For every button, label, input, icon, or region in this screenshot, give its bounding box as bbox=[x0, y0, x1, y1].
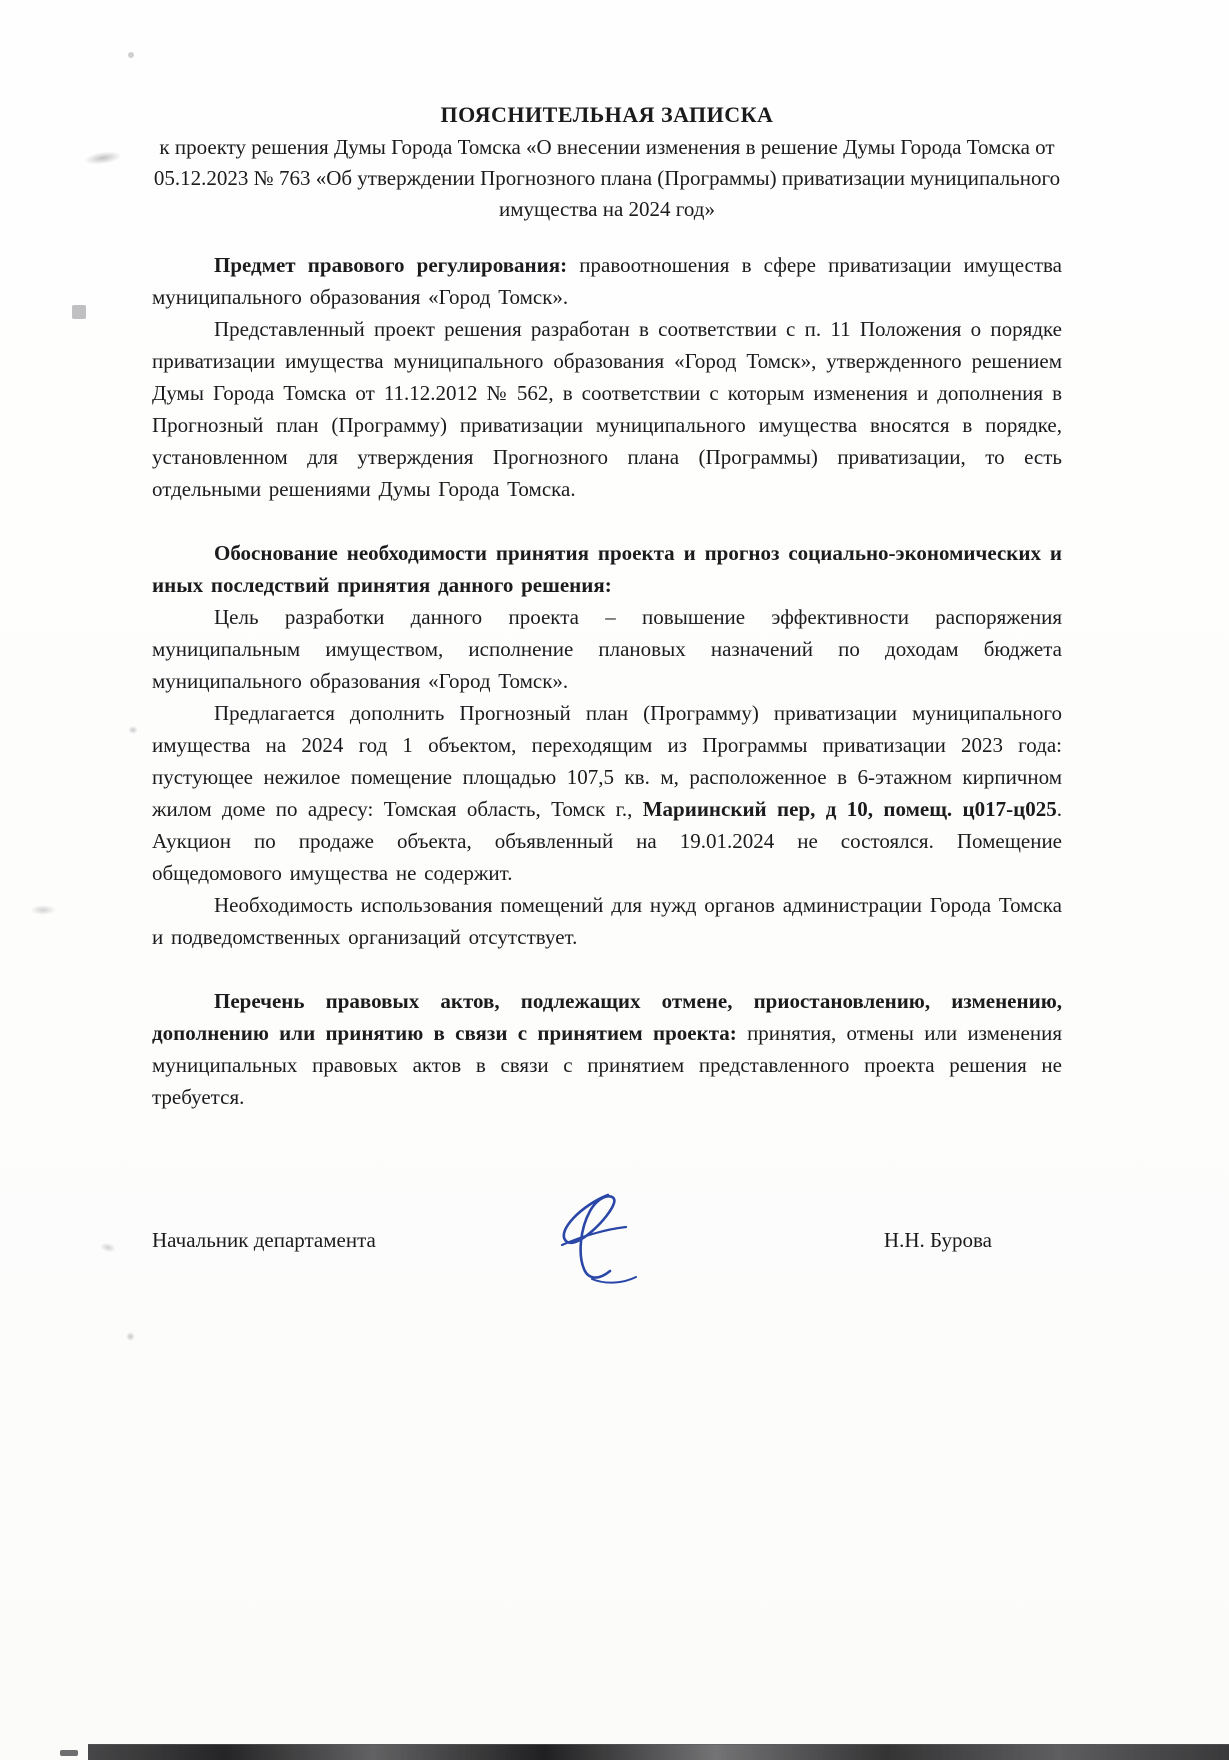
paragraph-subject-text: правоотношения в сфере приватизации имущества муниципального образования «Город Томск». bbox=[152, 253, 1063, 309]
paragraph-basis: Представленный проект решения разработан в соответствии с п. 11 Положения о порядке приватизации имущества муниципального образования «Город Томск», утвержденного решением Думы Города Томска от 11.12.2012 № 562, в соответствии с которым изменения и дополнения в Прогнозный план (Программу) приватизации муниципального имущества вносятся в порядке, установленном для утверждения Прогнозного плана (Программы) приватизации, то есть отдельными решениями Думы Города Томска. bbox=[152, 317, 1062, 501]
paragraph-subject bbox=[152, 249, 1062, 313]
document-title: ПОЯСНИТЕЛЬНАЯ ЗАПИСКА bbox=[440, 102, 774, 127]
scan-artifact bbox=[99, 1241, 117, 1253]
paragraph-acts bbox=[152, 985, 1062, 1113]
scan-artifact bbox=[83, 149, 122, 166]
signature-block bbox=[152, 1225, 1062, 1255]
paragraph-goal: Цель разработки данного проекта – повышение эффективности распоряжения муниципальным имуществом, исполнение плановых назначений по доходам бюджета муниципального образования «Город Томск». bbox=[152, 605, 1062, 693]
paragraph-proposal-address: Мариинский пер, д 10, помещ. ц017-ц025 bbox=[642, 797, 1057, 821]
signer-position: Начальник департамента bbox=[152, 1228, 376, 1252]
scan-artifact bbox=[72, 305, 86, 319]
scan-edge-shadow bbox=[88, 1744, 1229, 1760]
paragraph-acts-lead: Перечень правовых актов, подлежащих отмене, приостановлению, изменению, дополнению или принятию в связи с принятием проекта: bbox=[152, 989, 1062, 1045]
scan-artifact bbox=[128, 52, 134, 58]
document-subtitle: к проекту решения Думы Города Томска «О внесении изменения в решение Думы Города Томска от 05.12.2023 № 763 «Об утверждении Прогнозного плана (Программы) приватизации муниципального имущества на 2024 год» bbox=[153, 135, 1061, 221]
paragraph-proposal-text-a: Предлагается дополнить Прогнозный план (Программу) приватизации муниципального имущества на 2024 год 1 объектом, переходящим из Программы приватизации 2023 года: пустующее нежилое помещение площадью 107,5 кв. м, расположенное в 6-этажном кирпичном жилом доме по адресу: Томская область, Томск г., bbox=[152, 701, 1062, 821]
scan-artifact bbox=[128, 726, 138, 734]
scan-artifact bbox=[126, 1332, 135, 1341]
signer-name: Н.Н. Бурова bbox=[883, 1228, 992, 1252]
paragraph-proposal-text-b: . Аукцион по продаже объекта, объявленный на 19.01.2024 не состоялся. Помещение общедомового имущества не содержит. bbox=[152, 797, 1063, 885]
paragraph-justification-heading: Обоснование необходимости принятия проекта и прогноз социально-экономических и иных последствий принятия данного решения: bbox=[152, 541, 1062, 597]
document-body bbox=[152, 100, 1062, 1255]
paragraph-subject-lead: Предмет правового регулирования: bbox=[214, 253, 568, 277]
paragraph-need: Необходимость использования помещений для нужд органов администрации Города Томска и подведомственных организаций отсутствует. bbox=[152, 893, 1062, 949]
paragraph-acts-text: принятия, отмены или изменения муниципальных правовых актов в связи с принятием представленного проекта решения не требуется. bbox=[152, 1021, 1062, 1109]
scan-artifact bbox=[60, 1750, 78, 1756]
paragraph-proposal bbox=[152, 697, 1062, 889]
scan-artifact bbox=[30, 905, 56, 915]
signature-ink bbox=[522, 1183, 672, 1293]
